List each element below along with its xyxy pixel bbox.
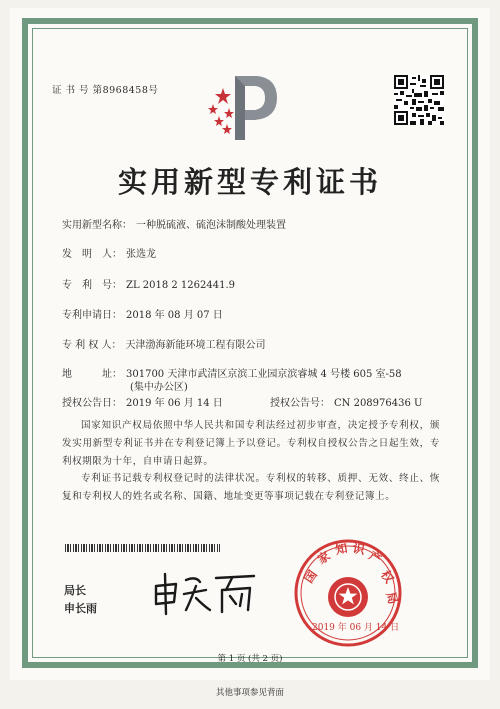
- svg-text:知: 知: [334, 541, 349, 557]
- field-value: 一种脱硫液、硫泡沫制酸处理装置: [136, 220, 286, 231]
- field-value: 张选龙: [126, 249, 156, 260]
- field-label: 专 利 权 人：: [62, 340, 122, 351]
- svg-text:局: 局: [383, 590, 401, 606]
- page-number: 第 1 页 (共 2 页): [217, 654, 283, 664]
- footer-note: 其他事项参见背面: [215, 688, 284, 698]
- paragraph-grant-statement: 国家知识产权局依照中华人民共和国专利法经过初步审查，决定授予专利权，颁发实用新型专利证书并在专利登记簿上予以登记。专利权自授权公告之日起生效，专利权期限为十年，自申请日起算。: [62, 420, 440, 467]
- field-grant-number: [270, 397, 422, 410]
- field-label: 发 明 人：: [62, 249, 122, 260]
- field-label: 专 利 号：: [62, 280, 122, 291]
- svg-text:产: 产: [366, 548, 384, 567]
- field-value: 2018 年 08 月 07 日: [126, 310, 223, 321]
- field-patentee: [62, 339, 266, 352]
- director-name: 申长雨: [64, 602, 97, 615]
- certificate-number-value: 第8968458号: [92, 85, 159, 96]
- field-patent-number: [62, 279, 235, 292]
- field-application-date: [62, 309, 223, 322]
- svg-text:国: 国: [301, 567, 320, 586]
- field-label: 专利申请日：: [62, 310, 122, 321]
- director-signature: [150, 568, 260, 618]
- certificate-number-label: 证 书 号: [52, 85, 90, 96]
- director-title: 局长: [64, 584, 86, 597]
- certificate-title: 实用新型专利证书: [117, 165, 382, 199]
- field-value: CN 208976436 U: [334, 398, 423, 409]
- field-utility-model-name: [62, 219, 286, 232]
- field-address-line2: [130, 381, 188, 394]
- field-grant-date: [62, 397, 223, 410]
- field-value: 天津渤海新能环境工程有限公司: [125, 340, 266, 351]
- seal-date: 2019 年 06 月 14 日: [312, 623, 400, 633]
- barcode-icon: [65, 544, 220, 552]
- certificate-number: [52, 82, 158, 96]
- svg-text:家: 家: [315, 548, 333, 567]
- field-address: [62, 368, 402, 381]
- field-label: 授权公告日：: [62, 398, 122, 409]
- field-value: 2019 年 06 月 14 日: [126, 398, 223, 409]
- field-value: (集中办公区): [130, 382, 188, 393]
- field-label: 授权公告号：: [270, 398, 330, 409]
- qr-code-icon: [394, 75, 444, 125]
- field-label: 实用新型名称：: [62, 220, 132, 231]
- paragraph-legal-status: 专利证书记载专利权登记时的法律状况。专利权的转移、质押、无效、终止、恢复和专利权人的姓名或名称、国籍、地址变更等事项记载在专利登记簿上。: [62, 473, 440, 502]
- cnipa-logo-icon: [205, 72, 285, 144]
- field-inventor: [62, 248, 156, 261]
- field-value: ZL 2018 2 1262441.9: [126, 280, 236, 291]
- svg-text:权: 权: [378, 567, 397, 586]
- svg-text:识: 识: [351, 541, 366, 557]
- field-label: 地 址：: [62, 369, 122, 380]
- field-value: 301700 天津市武清区京滨工业园京滨睿城 4 号楼 605 室-58: [126, 369, 402, 380]
